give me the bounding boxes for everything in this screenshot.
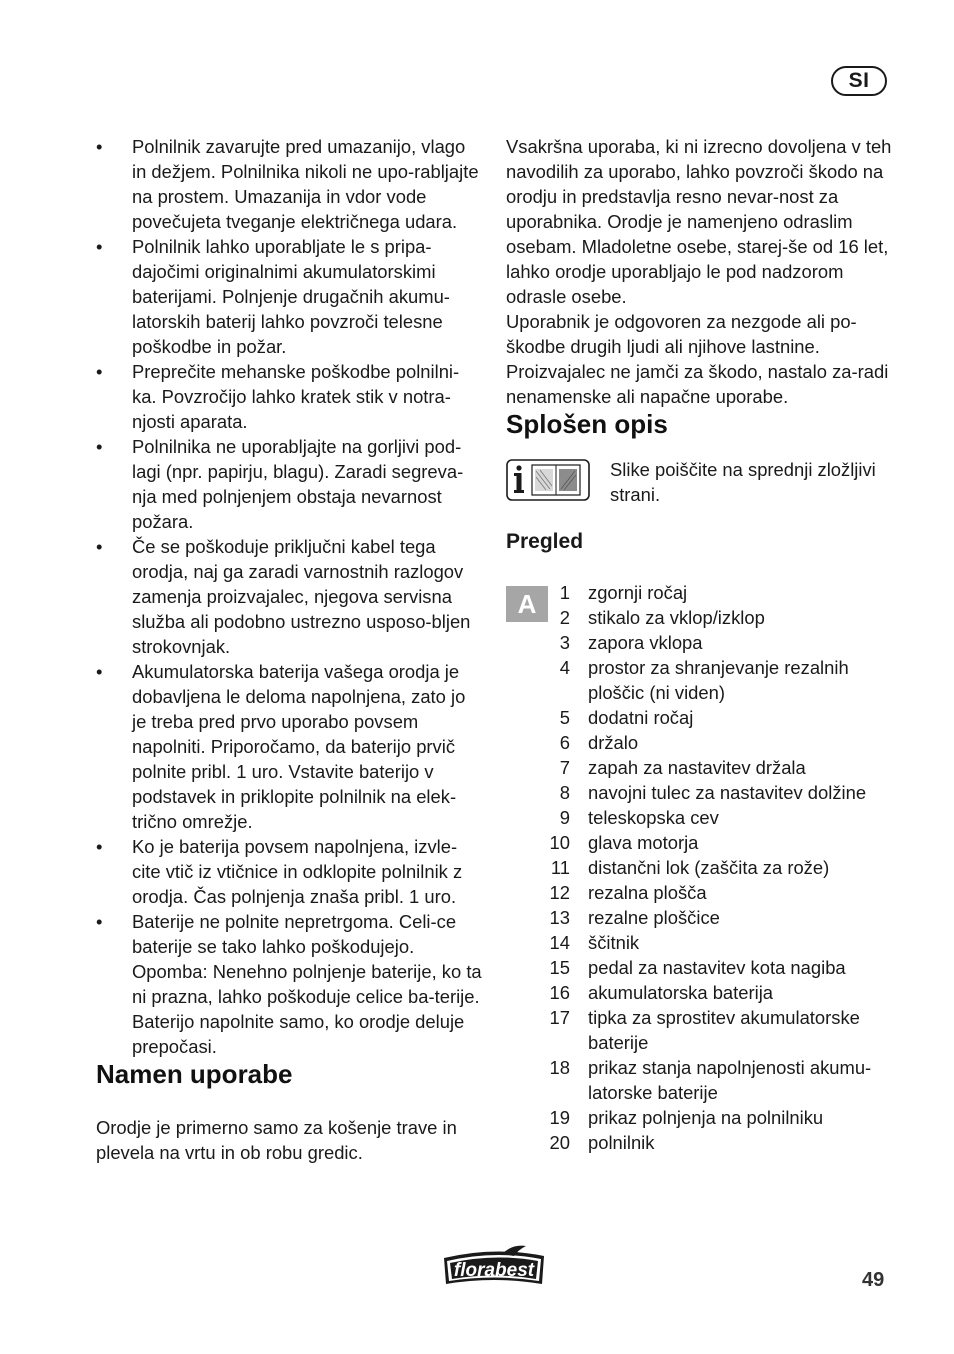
part-label: distančni lok (zaščita za rože) — [588, 857, 830, 878]
part-label: tipka za sprostitev akumulatorske baterije — [588, 1007, 860, 1053]
part-number: 16 — [549, 982, 570, 1003]
parts-list — [548, 580, 892, 1155]
list-item — [548, 580, 892, 605]
part-label: rezalna plošča — [588, 882, 707, 903]
bullet-text: Akumulatorska baterija vašega orodja je dobavljena le deloma napolnjena, zato jo je treba pred prvo uporabo povsem napolniti. Priporočamo, da baterijo prvič polnite pribl. 1 uro. Vstavite baterijo v podstavek in priklopite polnilnik na elek-trično omrežje. — [132, 661, 466, 832]
left-column — [96, 134, 482, 1165]
list-item — [548, 655, 892, 705]
list-item — [548, 880, 892, 905]
bullet-text: Polnilnik lahko uporabljate le s pripa-dajočimi originalnimi akumulatorskimi baterijami. Polnjenje drugačnih akumu-latorskih baterij lahko povzroči telesne poškodbe in požar. — [132, 236, 450, 357]
info-foldout-icon — [506, 459, 590, 501]
bullet-symbol: • — [96, 661, 103, 682]
part-number: 5 — [559, 707, 570, 728]
section-heading-general-description: Splošen opis — [506, 409, 668, 439]
part-number: 10 — [549, 832, 570, 853]
list-item — [96, 234, 482, 359]
logo-text: florabest — [453, 1260, 535, 1281]
list-item — [548, 780, 892, 805]
list-item — [548, 805, 892, 830]
part-label: glava motorja — [588, 832, 699, 853]
list-item — [548, 755, 892, 780]
part-number: 20 — [549, 1132, 570, 1153]
part-label: zgornji ročaj — [588, 582, 688, 603]
part-number: 9 — [559, 807, 570, 828]
list-item — [96, 909, 482, 1059]
florabest-logo — [438, 1244, 550, 1290]
part-number: 18 — [549, 1057, 570, 1078]
part-label: rezalne ploščice — [588, 907, 720, 928]
list-item — [96, 534, 482, 659]
part-number: 8 — [559, 782, 570, 803]
list-item — [96, 134, 482, 234]
part-number: 14 — [549, 932, 570, 953]
list-item — [96, 434, 482, 534]
part-number: 3 — [559, 632, 570, 653]
part-label: držalo — [588, 732, 639, 753]
bullet-text: Baterije ne polnite nepretrgoma. Celi-ce baterije se tako lahko poškodujejo. Opomba: Nenehno polnjenje baterije, ko ta ni prazna, lahko poškoduje celice ba-terije. Baterijo napolnite samo, ko orodje deluje prepočasi. — [132, 911, 482, 1057]
part-label: dodatni ročaj — [588, 707, 694, 728]
part-label: navojni tulec za nastavitev dolžine — [588, 782, 867, 803]
list-item — [548, 1005, 892, 1055]
list-item — [548, 1055, 892, 1105]
bullet-symbol: • — [96, 236, 103, 257]
list-item — [548, 1130, 892, 1155]
responsibility-paragraph: Uporabnik je odgovoren za nezgode ali po-škodbe drugih ljudi ali njihove lastnine. Proizvajalec ne jamči za škodo, nastalo za-radi nenamenske ali napačne uporabe. — [506, 311, 889, 407]
list-item — [548, 705, 892, 730]
part-label: stikalo za vklop/izklop — [588, 607, 765, 628]
figure-a-badge: A — [506, 586, 548, 622]
list-item — [548, 905, 892, 930]
list-item — [548, 980, 892, 1005]
list-item — [96, 659, 482, 834]
bullet-symbol: • — [96, 436, 103, 457]
part-label: polnilnik — [588, 1132, 655, 1153]
bullet-symbol: • — [96, 836, 103, 857]
page-number: 49 — [862, 1269, 885, 1291]
list-item — [96, 834, 482, 909]
part-label: prikaz polnjenja na polnilniku — [588, 1107, 824, 1128]
part-number: 12 — [549, 882, 570, 903]
part-number: 17 — [549, 1007, 570, 1028]
part-number: 6 — [559, 732, 570, 753]
part-number: 1 — [559, 582, 570, 603]
bullet-text: Ko je baterija povsem napolnjena, izvle-cite vtič iz vtičnice in odklopite polnilnik z orodja. Čas polnjenja znaša pribl. 1 uro. — [132, 836, 463, 907]
list-item — [548, 730, 892, 755]
part-number: 2 — [559, 607, 570, 628]
bullet-text: Polnilnik zavarujte pred umazanijo, vlago in dežjem. Polnilnika nikoli ne upo-rabljajte na prostem. Umazanija in vdor vode povečujeta tveganje električnega udara. — [132, 136, 479, 232]
misuse-paragraph: Vsakršna uporaba, ki ni izrecno dovoljena v teh navodilih za uporabo, lahko povzroči škodo na orodju in predstavlja resno nevar-nost za uporabnika. Orodje je namenjeno odraslim osebam. Mladoletne osebe, starej-še od 16 let, lahko orodje uporabljajo le pod nadzorom odrasle osebe. — [506, 136, 892, 307]
bullet-text: Polnilnika ne uporabljajte na gorljivi pod-lagi (npr. papirju, blagu). Zaradi segreva-nja med polnjenjem obstaja nevarnost požara. — [132, 436, 464, 532]
bullet-text: Preprečite mehanske poškodbe polnilni-ka. Povzročijo lahko kratek stik v notra-njosti aparata. — [132, 361, 460, 432]
subheading-overview: Pregled — [506, 530, 584, 553]
section-heading-intended-use: Namen uporabe — [96, 1059, 293, 1089]
bullet-text: Če se poškoduje priključni kabel tega orodja, naj ga zaradi varnostnih razlogov zamenja proizvajalec, njegova servisna služba ali podobno ustrezno usposo-bljen strokovnjak. — [132, 536, 471, 657]
part-label: prikaz stanja napolnjenosti akumu-latorske baterije — [588, 1057, 872, 1103]
bullet-symbol: • — [96, 536, 103, 557]
list-item — [548, 930, 892, 955]
parts-overview — [506, 580, 896, 1155]
info-note — [506, 457, 896, 507]
list-item — [548, 830, 892, 855]
list-item — [548, 630, 892, 655]
part-number: 11 — [550, 857, 570, 878]
list-item — [548, 1105, 892, 1130]
part-number: 7 — [559, 757, 570, 778]
part-number: 13 — [549, 907, 570, 928]
part-label: pedal za nastavitev kota nagiba — [588, 957, 846, 978]
part-label: prostor za shranjevanje rezalnih ploščic (ni viden) — [588, 657, 849, 703]
list-item — [548, 955, 892, 980]
bullet-symbol: • — [96, 911, 103, 932]
part-label: teleskopska cev — [588, 807, 719, 828]
part-label: akumulatorska baterija — [588, 982, 774, 1003]
part-number: 15 — [549, 957, 570, 978]
right-column — [506, 134, 896, 1155]
safety-bullet-list — [96, 134, 482, 1059]
part-label: zapah za nastavitev držala — [588, 757, 806, 778]
bullet-symbol: • — [96, 361, 103, 382]
language-badge: SI — [831, 66, 887, 96]
bullet-symbol: • — [96, 136, 103, 157]
info-text: Slike poiščite na sprednji zložljivi strani. — [610, 459, 876, 505]
intended-use-text: Orodje je primerno samo za košenje trave in plevela na vrtu in ob robu gredic. — [96, 1117, 457, 1163]
list-item — [548, 855, 892, 880]
part-label: ščitnik — [588, 932, 640, 953]
part-number: 4 — [559, 657, 570, 678]
list-item — [96, 359, 482, 434]
list-item — [548, 605, 892, 630]
part-label: zapora vklopa — [588, 632, 703, 653]
part-number: 19 — [549, 1107, 570, 1128]
